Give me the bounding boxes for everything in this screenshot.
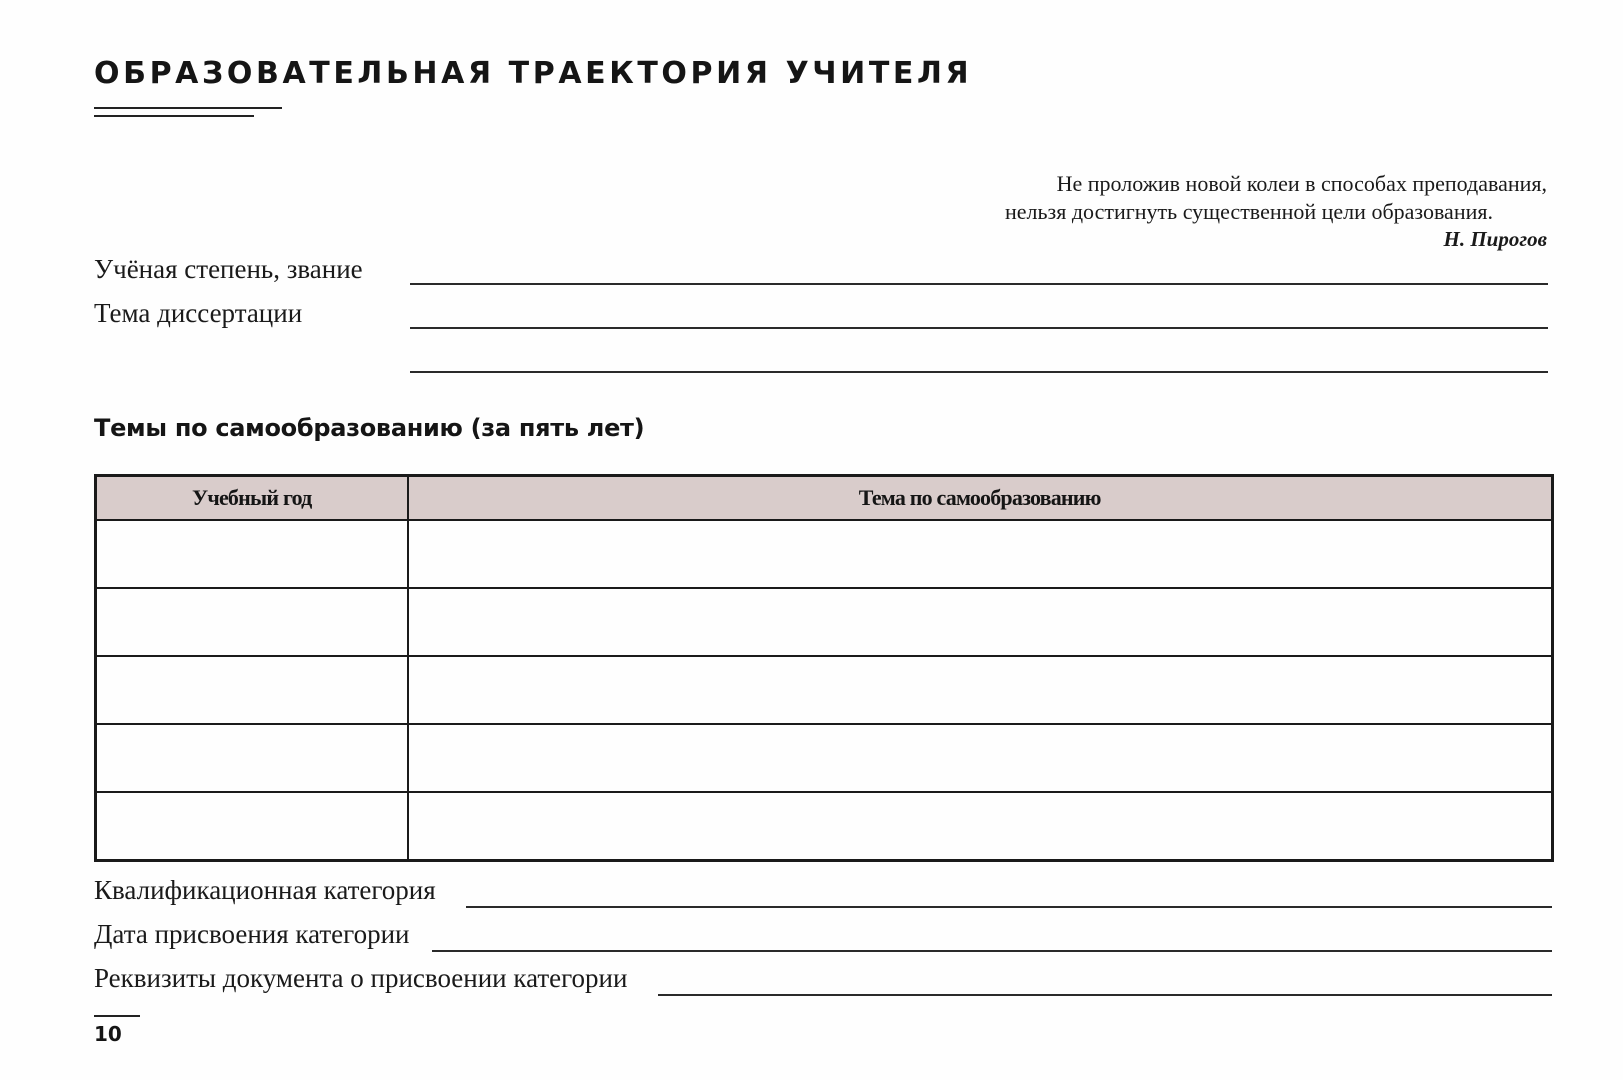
category-label: Квалификационная категория (94, 875, 436, 905)
epigraph-line-1: Не проложив новой колеи в способах преподавания, (1056, 171, 1547, 196)
epigraph (847, 170, 1547, 252)
self-education-table (94, 474, 1554, 862)
year-cell[interactable] (96, 792, 408, 861)
dissertation-input-line-1[interactable] (410, 327, 1548, 329)
topic-cell[interactable] (408, 588, 1553, 656)
year-cell[interactable] (96, 520, 408, 588)
topic-cell[interactable] (408, 724, 1553, 792)
page-number: 10 (94, 1022, 122, 1046)
dissertation-label: Тема диссертации (94, 298, 303, 328)
epigraph-line-2: нельзя достигнуть существенной цели образования. (1005, 199, 1493, 224)
year-cell[interactable] (96, 724, 408, 792)
category-date-input-line[interactable] (432, 950, 1552, 952)
table-row (96, 520, 1553, 588)
category-document-label: Реквизиты документа о присвоении категории (94, 963, 628, 993)
column-header-year: Учебный год (96, 476, 408, 521)
topic-cell[interactable] (408, 520, 1553, 588)
topic-cell[interactable] (408, 656, 1553, 724)
title-underline-short (94, 115, 254, 117)
table-row (96, 588, 1553, 656)
degree-input-line[interactable] (410, 283, 1548, 285)
self-education-heading: Темы по самообразованию (за пять лет) (94, 414, 645, 442)
category-input-line[interactable] (466, 906, 1552, 908)
year-cell[interactable] (96, 588, 408, 656)
epigraph-author: Н. Пирогов (1443, 227, 1547, 251)
category-document-input-line[interactable] (658, 994, 1552, 996)
degree-label: Учёная степень, звание (94, 254, 363, 284)
table-header-row (96, 476, 1553, 521)
page-title: ОБРАЗОВАТЕЛЬНАЯ ТРАЕКТОРИЯ УЧИТЕЛЯ (94, 56, 973, 91)
title-underline-long (94, 107, 282, 109)
table-row (96, 656, 1553, 724)
topic-cell[interactable] (408, 792, 1553, 861)
category-date-label: Дата присвоения категории (94, 919, 410, 949)
column-header-topic: Тема по самообразованию (408, 476, 1553, 521)
dissertation-input-line-2[interactable] (410, 371, 1548, 373)
table-row (96, 724, 1553, 792)
table-row (96, 792, 1553, 861)
page-number-rule (94, 1015, 140, 1017)
year-cell[interactable] (96, 656, 408, 724)
